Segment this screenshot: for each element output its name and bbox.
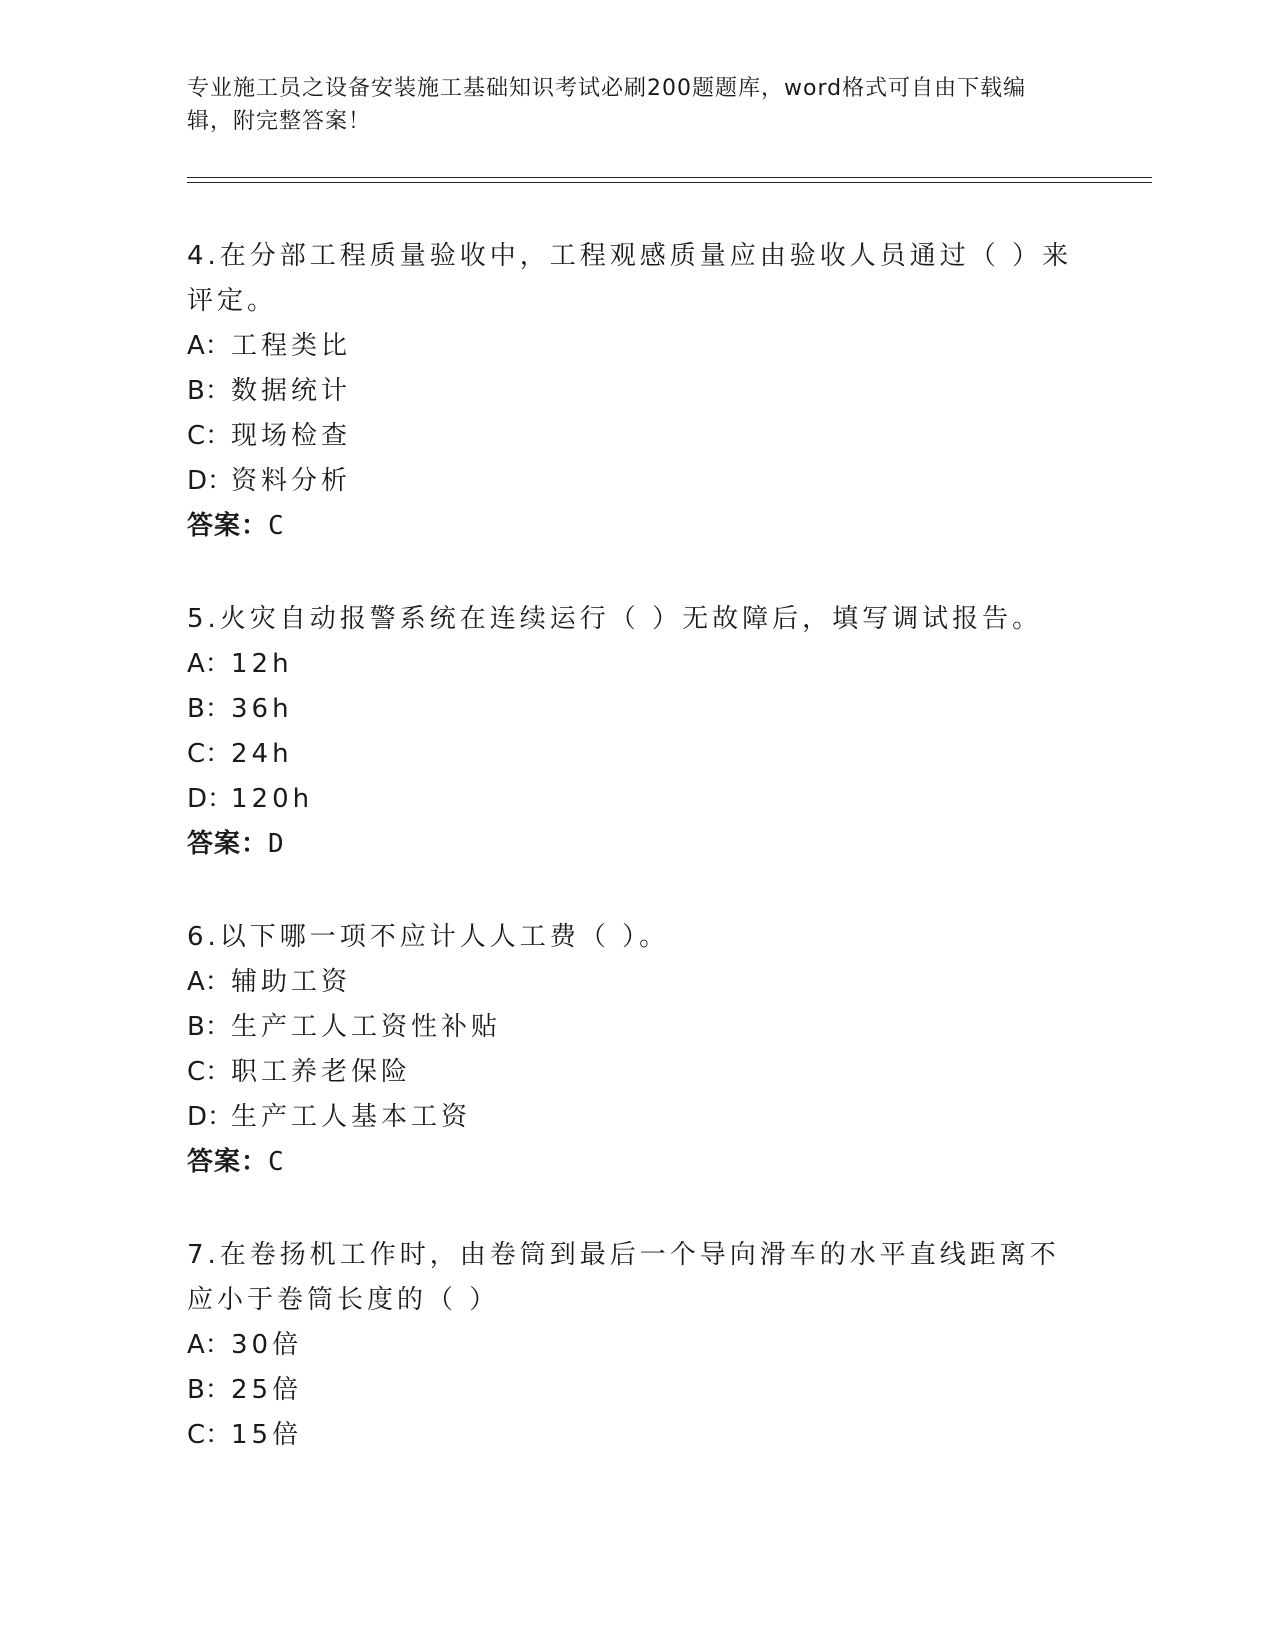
option-letter: D： <box>187 466 234 496</box>
document-header: 专业施工员之设备安装施工基础知识考试必刷200题题库，word格式可自由下载编辑，附完整答案！ <box>187 76 1027 134</box>
option-text: 工程类比 <box>231 331 352 361</box>
option-text: 职工养老保险 <box>231 1057 412 1087</box>
question-block <box>187 597 1087 867</box>
option-text: 24h <box>231 739 293 769</box>
question-block <box>187 234 1087 549</box>
option-letter: B： <box>187 1012 231 1042</box>
question-stem: 4.在分部工程质量验收中，工程观感质量应由验收人员通过（ ）来评定。 <box>187 241 1073 316</box>
answer-value: D <box>268 829 285 859</box>
option-text: 数据统计 <box>231 376 352 406</box>
option-d <box>187 1095 1087 1140</box>
option-a <box>187 1323 1087 1368</box>
option-text: 15倍 <box>231 1420 303 1450</box>
option-text: 30倍 <box>231 1330 303 1360</box>
option-b <box>187 687 1087 732</box>
option-letter: C： <box>187 1420 232 1450</box>
question-stem: 5.火灾自动报警系统在连续运行（ ）无故障后，填写调试报告。 <box>187 604 1043 634</box>
answer-label: 答案： <box>187 829 269 859</box>
option-c <box>187 414 1087 459</box>
option-b <box>187 369 1087 414</box>
option-letter: D： <box>187 784 234 814</box>
header-divider-top <box>187 177 1152 178</box>
answer-label: 答案： <box>187 511 269 541</box>
answer-line <box>187 822 1087 867</box>
option-letter: C： <box>187 421 232 451</box>
option-letter: B： <box>187 376 231 406</box>
option-letter: C： <box>187 739 232 769</box>
option-d <box>187 459 1087 504</box>
option-letter: D： <box>187 1102 234 1132</box>
option-b <box>187 1368 1087 1413</box>
header-divider-bottom <box>187 182 1152 183</box>
option-d <box>187 777 1087 822</box>
option-text: 生产工人工资性补贴 <box>231 1012 502 1042</box>
question-block <box>187 915 1087 1185</box>
option-a <box>187 642 1087 687</box>
option-text: 资料分析 <box>231 466 352 496</box>
answer-line <box>187 1140 1087 1185</box>
option-letter: A： <box>187 1330 231 1360</box>
answer-label: 答案： <box>187 1147 269 1177</box>
answer-line <box>187 504 1087 549</box>
answer-value: C <box>268 511 285 541</box>
question-stem: 6.以下哪一项不应计人人工费（ ）。 <box>187 922 670 952</box>
question-stem: 7.在卷扬机工作时，由卷筒到最后一个导向滑车的水平直线距离不应小于卷筒长度的（ ） <box>187 1240 1060 1315</box>
option-c <box>187 732 1087 777</box>
option-text: 现场检查 <box>231 421 352 451</box>
answer-value: C <box>268 1147 285 1177</box>
option-text: 辅助工资 <box>231 967 352 997</box>
option-b <box>187 1005 1087 1050</box>
option-text: 生产工人基本工资 <box>231 1102 472 1132</box>
option-text: 12h <box>231 649 293 679</box>
option-text: 25倍 <box>231 1375 303 1405</box>
option-text: 120h <box>231 784 314 814</box>
option-letter: A： <box>187 649 231 679</box>
option-a <box>187 960 1087 1005</box>
question-block <box>187 1233 1087 1458</box>
option-letter: B： <box>187 1375 231 1405</box>
option-c <box>187 1050 1087 1095</box>
option-c <box>187 1413 1087 1458</box>
option-letter: C： <box>187 1057 232 1087</box>
option-a <box>187 324 1087 369</box>
option-letter: A： <box>187 331 231 361</box>
option-letter: A： <box>187 967 231 997</box>
option-text: 36h <box>231 694 293 724</box>
option-letter: B： <box>187 694 231 724</box>
